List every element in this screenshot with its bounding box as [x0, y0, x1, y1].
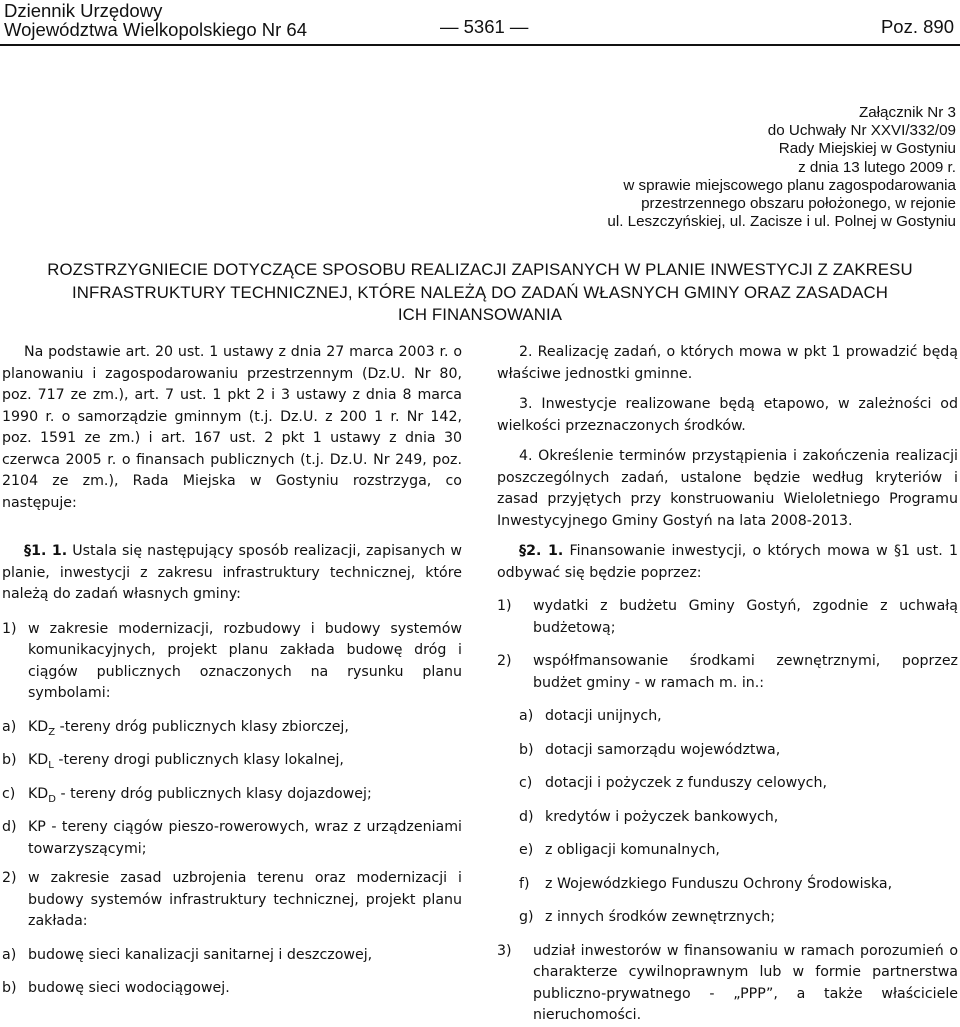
preamble: Na podstawie art. 20 ust. 1 ustawy z dnia 27 marca 2003 r. o planowaniu i zagospodarowaniu przestrzennym (Dz.U. Nr 80, poz. 717 ze zm.), art. 7 ust. 1 pkt 2 i 3 ustawy z dnia 8 marca 1990 r. o samorządzie gminnym (t.j. Dz.U. z 200 1 r. Nr 142, poz. 1591 ze zm.) i art. 167 ust. 2 pkt 1 ustawy z dnia 30 czerwca 2005 r. o finansach publicznych (t.j. Dz.U. Nr 249, poz. 2104 ze zm.), Rada Miejska w Gostyniu rozstrzyga, co następuje: — [2, 344, 462, 511]
funding-item-3 — [497, 941, 958, 1027]
list-text: dotacji i pożyczek z funduszy celowych, — [545, 775, 827, 791]
list-label: g) — [519, 909, 534, 925]
section-2-paragraph — [497, 541, 958, 584]
list-text: w zakresie modernizacji, rozbudowy i budowy systemów komunikacyjnych, projekt planu zakłada budowę dróg i ciągów publicznych oznaczonych na rysunku planu symbolami: — [28, 620, 462, 701]
list-label: b) — [2, 980, 17, 996]
list-label: 1) — [497, 598, 512, 614]
list-label: c) — [2, 785, 16, 802]
header-rule — [0, 44, 960, 46]
section-1-text: Ustala się następujący sposób realizacji, zapisanych w planie, inwestycji z zakresu infrastruktury technicznej, które należą do zadań własnych gminy: — [2, 543, 462, 602]
journal-title-line2: Województwa Wielkopolskiego Nr 64 — [4, 19, 307, 40]
page-number: — 5361 — — [440, 16, 529, 37]
symbol-subscript: L — [48, 760, 54, 771]
paragraph-4: 4. Określenie terminów przystąpienia i zakończenia realizacji poszczególnych zadań, ustalone będzie według kryteriów i zasad przyjętych przy konstruowaniu Wieloletniego Programu Inwestycyjnego Gminy Gostyń na lata 2008-2013. — [497, 448, 958, 529]
list-text — [28, 784, 462, 806]
funding-item-1 — [497, 596, 958, 639]
journal-title — [4, 1, 307, 39]
document-title — [30, 259, 930, 327]
list-label: a) — [519, 708, 534, 724]
attachment-line: Załącznik Nr 3 — [858, 104, 956, 121]
section-2-text: Finansowanie inwestycji, o których mowa w §1 ust. 1 odbywać się będzie poprzez: — [497, 543, 958, 581]
list-item-1b — [2, 750, 462, 772]
list-text — [28, 717, 462, 739]
attachment-block — [436, 104, 956, 231]
list-text: udział inwestorów w finansowaniu w ramach porozumień o charakterze cywilnoprawnym lub w formie partnerstwa publiczno-prywatnego - „PPP”, a także właściciele nieruchomości. — [533, 942, 958, 1023]
journal-title-line1: Dziennik Urzędowy — [4, 0, 163, 21]
list-text: kredytów i pożyczek bankowych, — [545, 808, 779, 825]
funding-item-2a — [497, 706, 958, 728]
list-label: d) — [2, 819, 17, 835]
list-label: b) — [519, 741, 534, 758]
list-item-1 — [2, 619, 462, 705]
attachment-line: do Uchwały Nr XXVI/332/09 — [767, 122, 956, 140]
section-2-number: §2. 1. — [519, 543, 564, 559]
symbol-description: -tereny drogi publicznych klasy lokalnej, — [53, 752, 344, 768]
list-text: z innych środków zewnętrznych; — [545, 909, 775, 925]
list-label: d) — [519, 808, 534, 825]
list-text: wydatki z budżetu Gminy Gostyń, zgodnie z uchwałą budżetową; — [533, 598, 958, 636]
title-line: INFRASTRUKTURY TECHNICZNEJ, KTÓRE NALEŻĄ DO ZADAŃ WŁASNYCH GMINY ORAZ ZASADACH — [72, 282, 888, 302]
list-text: z Wojewódzkiego Funduszu Ochrony Środowiska, — [545, 875, 893, 892]
section-1-paragraph — [2, 541, 462, 606]
list-label: 1) — [2, 620, 17, 637]
list-text: z obligacji komunalnych, — [545, 842, 720, 858]
funding-item-2g — [497, 907, 958, 929]
section-1-number: §1. 1. — [24, 543, 68, 559]
list-label: 3) — [497, 942, 512, 959]
attachment-line: z dnia 13 lutego 2009 r. — [798, 158, 956, 176]
list-item-1d — [2, 817, 462, 860]
list-item-1a — [2, 717, 462, 739]
title-line: ICH FINANSOWANIA — [397, 305, 563, 324]
right-column — [497, 342, 958, 1027]
symbol-code: KD — [28, 785, 49, 802]
funding-item-2b — [497, 740, 958, 762]
list-item-2a — [2, 945, 462, 967]
list-text: budowę sieci kanalizacji sanitarnej i deszczowej, — [28, 946, 373, 963]
list-text: w zakresie zasad uzbrojenia terenu oraz modernizacji i budowy systemów infrastruktury technicznej, projekt planu zakłada: — [28, 870, 462, 929]
symbol-code: KD — [28, 752, 49, 768]
list-label: b) — [2, 752, 17, 768]
list-text — [28, 750, 462, 772]
symbol-subscript: D — [48, 793, 56, 805]
list-label: e) — [519, 842, 534, 858]
attachment-line: ul. Leszczyńskiej, ul. Zacisze i ul. Polnej w Gostyniu — [607, 213, 956, 231]
list-label: c) — [519, 775, 533, 791]
list-text: dotacji samorządu województwa, — [545, 741, 781, 758]
list-text: dotacji unijnych, — [545, 708, 662, 724]
list-item-2 — [2, 868, 462, 933]
title-line: ROZSTRZYGNIECIE DOTYCZĄCE SPOSOBU REALIZACJI ZAPISANYCH W PLANIE INWESTYCJI Z ZAKRESU — [47, 260, 913, 279]
funding-item-2 — [497, 651, 958, 694]
page-header — [0, 0, 960, 50]
funding-item-2f — [497, 874, 958, 896]
funding-item-2e — [497, 840, 958, 862]
list-item-2b — [2, 978, 462, 1000]
funding-item-2d — [497, 807, 958, 829]
paragraph-3: 3. Inwestycje realizowane będą etapowo, w zależności od wielkości przeznaczonych środków. — [497, 396, 958, 434]
list-label: 2) — [497, 653, 512, 669]
list-text: budowę sieci wodociągowej. — [28, 980, 230, 996]
list-label: a) — [2, 946, 17, 963]
left-column — [2, 342, 462, 1000]
list-label: 2) — [2, 870, 17, 886]
position-number: Poz. 890 — [880, 16, 954, 37]
paragraph-2: 2. Realizację zadań, o których mowa w pkt 1 prowadzić będą właściwe jednostki gminne. — [497, 344, 958, 382]
list-text: KP - tereny ciągów pieszo-rowerowych, wraz z urządzeniami towarzyszącymi; — [28, 819, 462, 857]
attachment-line: przestrzennego obszaru położonego, w rejonie — [641, 195, 956, 213]
list-label: a) — [2, 718, 17, 735]
symbol-description: - tereny dróg publicznych klasy dojazdowej; — [55, 785, 372, 802]
symbol-code: KD — [28, 718, 49, 735]
funding-item-2c — [497, 773, 958, 795]
symbol-subscript: Z — [48, 726, 56, 738]
list-text: współfmansowanie środkami zewnętrznymi, poprzez budżet gminy - w ramach m. in.: — [533, 653, 958, 691]
list-label: f) — [519, 875, 530, 892]
attachment-line: Rady Miejskiej w Gostyniu — [778, 140, 956, 158]
symbol-description: -tereny dróg publicznych klasy zbiorczej, — [55, 718, 349, 735]
attachment-line: w sprawie miejscowego planu zagospodarowania — [623, 176, 956, 194]
list-item-1c — [2, 784, 462, 806]
